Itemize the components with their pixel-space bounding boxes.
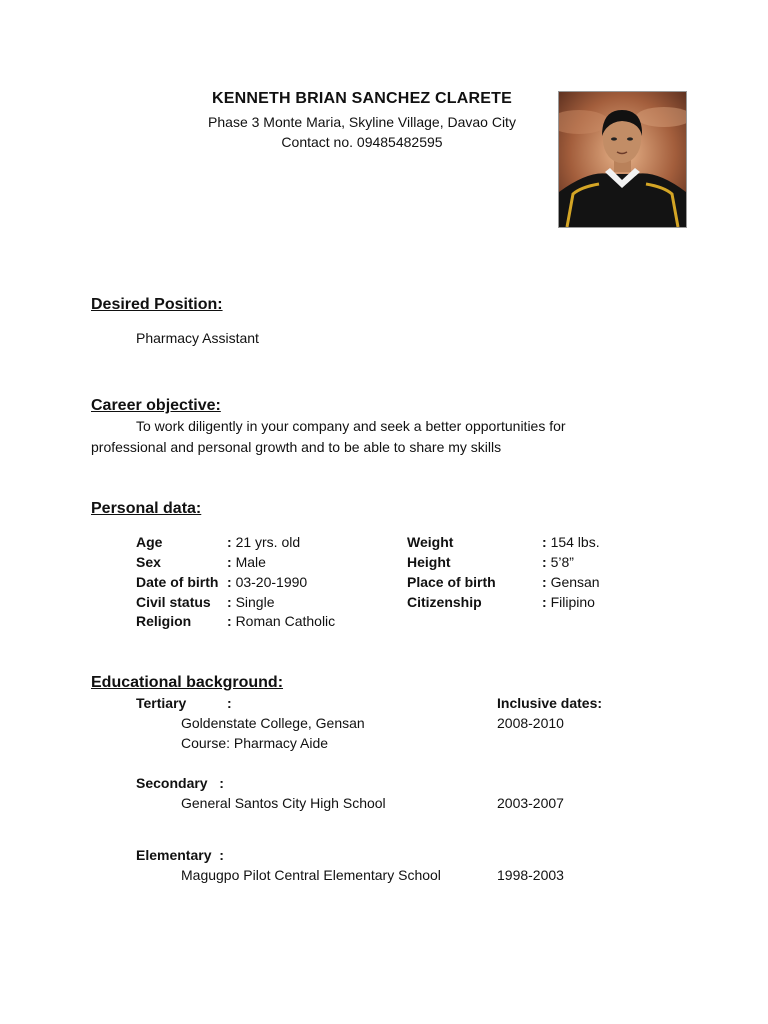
citizenship-label: Citizenship	[407, 594, 482, 610]
date-of-birth-value: : 03-20-1990	[227, 574, 308, 590]
tertiary-label: Tertiary	[136, 695, 187, 711]
elementary-school: Magugpo Pilot Central Elementary School	[181, 867, 441, 883]
elementary-dates: 1998-2003	[497, 867, 564, 883]
career-objective-line-1: To work diligently in your company and seek a better opportunities for	[136, 418, 566, 434]
citizenship-value: : Filipino	[542, 594, 595, 610]
career-objective-line-2: professional and personal growth and to be able to share my skills	[91, 439, 502, 455]
education-heading: Educational background:	[91, 674, 284, 691]
elementary-label: Elementary :	[136, 847, 224, 863]
sex-value: : Male	[227, 554, 266, 570]
sex-label: Sex	[136, 554, 161, 570]
place-of-birth-label: Place of birth	[407, 574, 496, 590]
date-of-birth-label: Date of birth	[136, 574, 219, 590]
desired-position-heading: Desired Position:	[91, 296, 223, 313]
career-objective-heading: Career objective:	[91, 397, 221, 414]
age-label: Age	[136, 534, 163, 550]
civil-status-value: : Single	[227, 594, 275, 610]
tertiary-school: Goldenstate College, Gensan	[181, 715, 365, 731]
applicant-address: Phase 3 Monte Maria, Skyline Village, Davao City	[208, 114, 516, 130]
tertiary-course: Course: Pharmacy Aide	[181, 735, 329, 751]
desired-position-value: Pharmacy Assistant	[136, 330, 259, 346]
religion-label: Religion	[136, 613, 192, 629]
civil-status-label: Civil status	[136, 594, 211, 610]
secondary-dates: 2003-2007	[497, 795, 564, 811]
secondary-school: General Santos City High School	[181, 795, 386, 811]
applicant-contact: Contact no. 09485482595	[281, 134, 443, 150]
tertiary-colon: :	[227, 695, 232, 711]
applicant-name: KENNETH BRIAN SANCHEZ CLARETE	[211, 90, 513, 107]
personal-data-heading: Personal data:	[91, 500, 202, 517]
portrait-image	[559, 92, 686, 227]
weight-label: Weight	[407, 534, 454, 550]
weight-value: : 154 lbs.	[542, 534, 600, 550]
age-value: : 21 yrs. old	[227, 534, 301, 550]
height-value: : 5’8”	[542, 554, 574, 570]
place-of-birth-value: : Gensan	[542, 574, 600, 590]
applicant-photo	[558, 91, 687, 228]
religion-value: : Roman Catholic	[227, 613, 336, 629]
height-label: Height	[407, 554, 451, 570]
inclusive-dates-label: Inclusive dates:	[497, 695, 603, 711]
tertiary-dates: 2008-2010	[497, 715, 564, 731]
secondary-label: Secondary :	[136, 775, 224, 791]
